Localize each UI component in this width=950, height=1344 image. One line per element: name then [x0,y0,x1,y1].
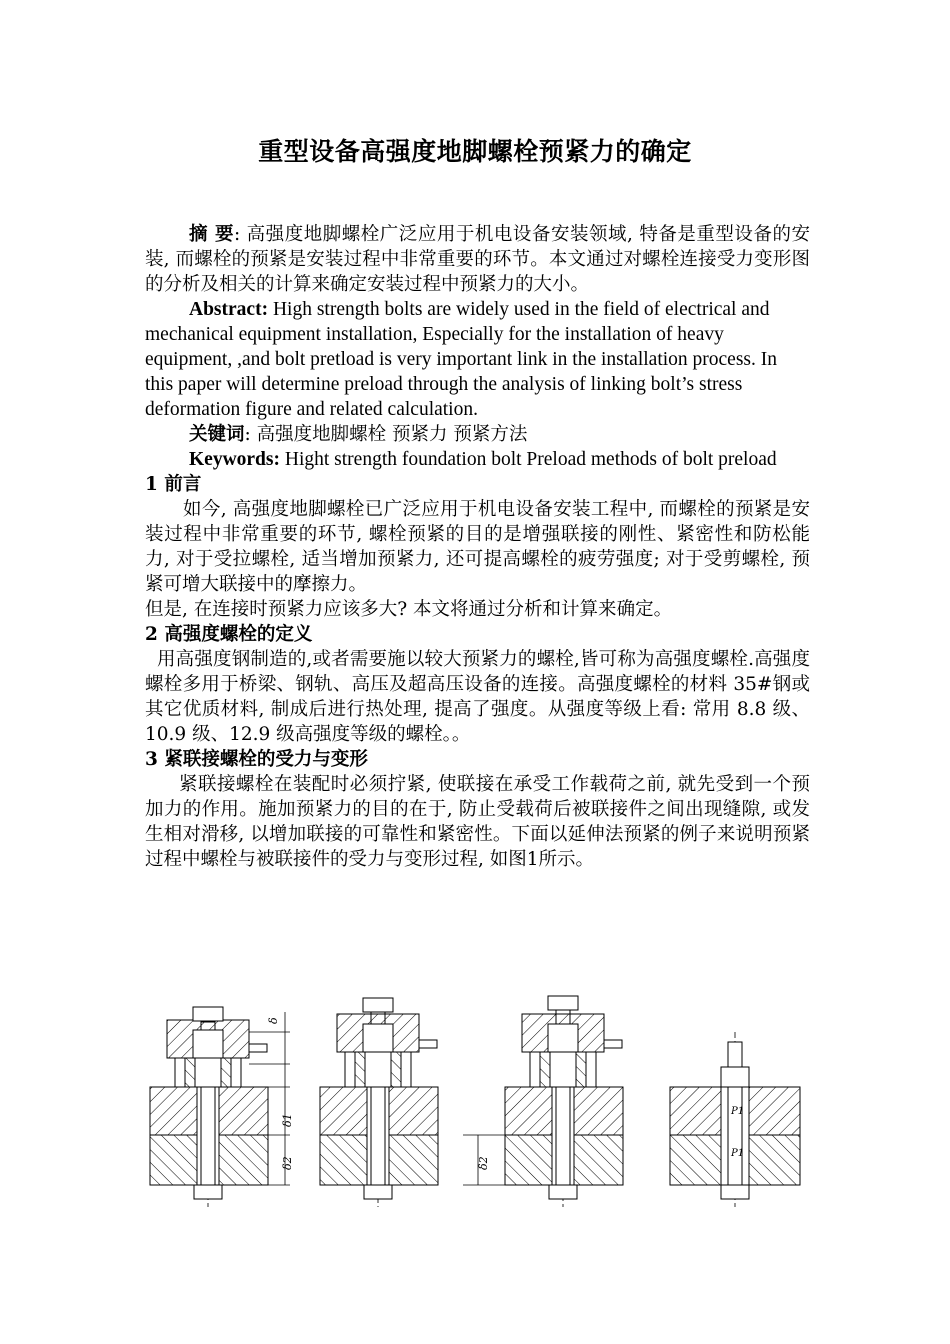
figure-label-delta2-panel3: δ2 [477,1156,490,1170]
figure-label-p2: P1 [731,1148,745,1159]
abstract-cn [145,222,810,297]
figure-label-p1: P1 [731,1106,745,1117]
figure-panel-1 [150,1007,294,1207]
section-1-paragraph-2: 但是, 在连接时预紧力应该多大? 本文将通过分析和计算来确定。 [145,599,673,620]
figure-label-delta2: δ2 [281,1156,294,1170]
document-body [145,222,810,872]
keywords-en [145,447,810,472]
abstract-en-label: Abstract: [189,299,269,320]
section-2-paragraph-1: 用高强度钢制造的,或者需要施以较大预紧力的螺栓,皆可称为高强度螺栓.高强度螺栓多用于桥梁、钢轨、高压及超高压设备的连接。高强度螺栓的材料 35#钢或其它优质材料, 制成后进行热处理, 提高了强度。从强度等级上看: 常用 8.8 级、10.9 级、12.9 级高强度等级的螺栓。。 [145,649,810,745]
section-1-paragraph-1: 如今, 高强度地脚螺栓已广泛应用于机电设备安装工程中, 而螺栓的预紧是安装过程中非常重要的环节, 螺栓预紧的目的是增强联接的刚性、紧密性和防松能力, 对于受拉螺栓, 适当增加预紧力, 还可提高螺栓的疲劳强度; 对于受剪螺栓, 预紧可增大联接中的摩擦力。 [145,499,810,595]
section-heading-3: 3 紧联接螺栓的受力与变形 [145,749,368,770]
bolt-preload-figure [145,992,810,1212]
section-3-paragraph-1: 紧联接螺栓在装配时必须拧紧, 使联接在承受工作载荷之前, 就先受到一个预加力的作用。施加预紧力的目的在于, 防止受载荷后被联接件之间出现缝隙, 或发生相对滑移, 以增加联接的可靠性和紧密性。下面以延伸法预紧的例子来说明预紧过程中螺栓与被联接件的受力与变形过程, 如图1所示。 [145,774,810,870]
abstract-cn-text: : 高强度地脚螺栓广泛应用于机电设备安装领域, 特备是重型设备的安装, 而螺栓的预紧是安装过程中非常重要的环节。本文通过对螺栓连接受力变形图的分析及相关的计算来确定安装过程中预紧力的大小。 [145,224,810,295]
abstract-en-text: High strength bolts are widely used in the field of electrical and mechanical equipment installation, Especially for the installation of heavy equipment, ,and bolt pretload is very important link in the installation process. In this paper will determine preload through the analysis of linking bolt’s stress deformation figure and related calculation. [145,299,777,420]
document-title: 重型设备高强度地脚螺栓预紧力的确定 [258,137,692,166]
figure-label-delta: δ [267,1017,280,1024]
figure-label-delta1: δ1 [281,1113,294,1127]
figure-panel-4 [670,1032,800,1207]
section-heading-1: 1 前言 [145,474,202,495]
figure-panel-2 [320,998,438,1207]
section-heading-2: 2 高强度螺栓的定义 [145,624,313,645]
keywords-cn-text: : 高强度地脚螺栓 预紧力 预紧方法 [244,424,528,445]
keywords-cn [145,422,810,447]
keywords-cn-label: 关键词 [189,424,245,445]
keywords-en-label: Keywords: [189,449,280,470]
abstract-cn-label: 摘 要 [189,224,235,245]
abstract-en [145,297,810,422]
figure-panel-3 [463,996,623,1207]
keywords-en-text: Hight strength foundation bolt Preload methods of bolt preload [280,449,777,470]
